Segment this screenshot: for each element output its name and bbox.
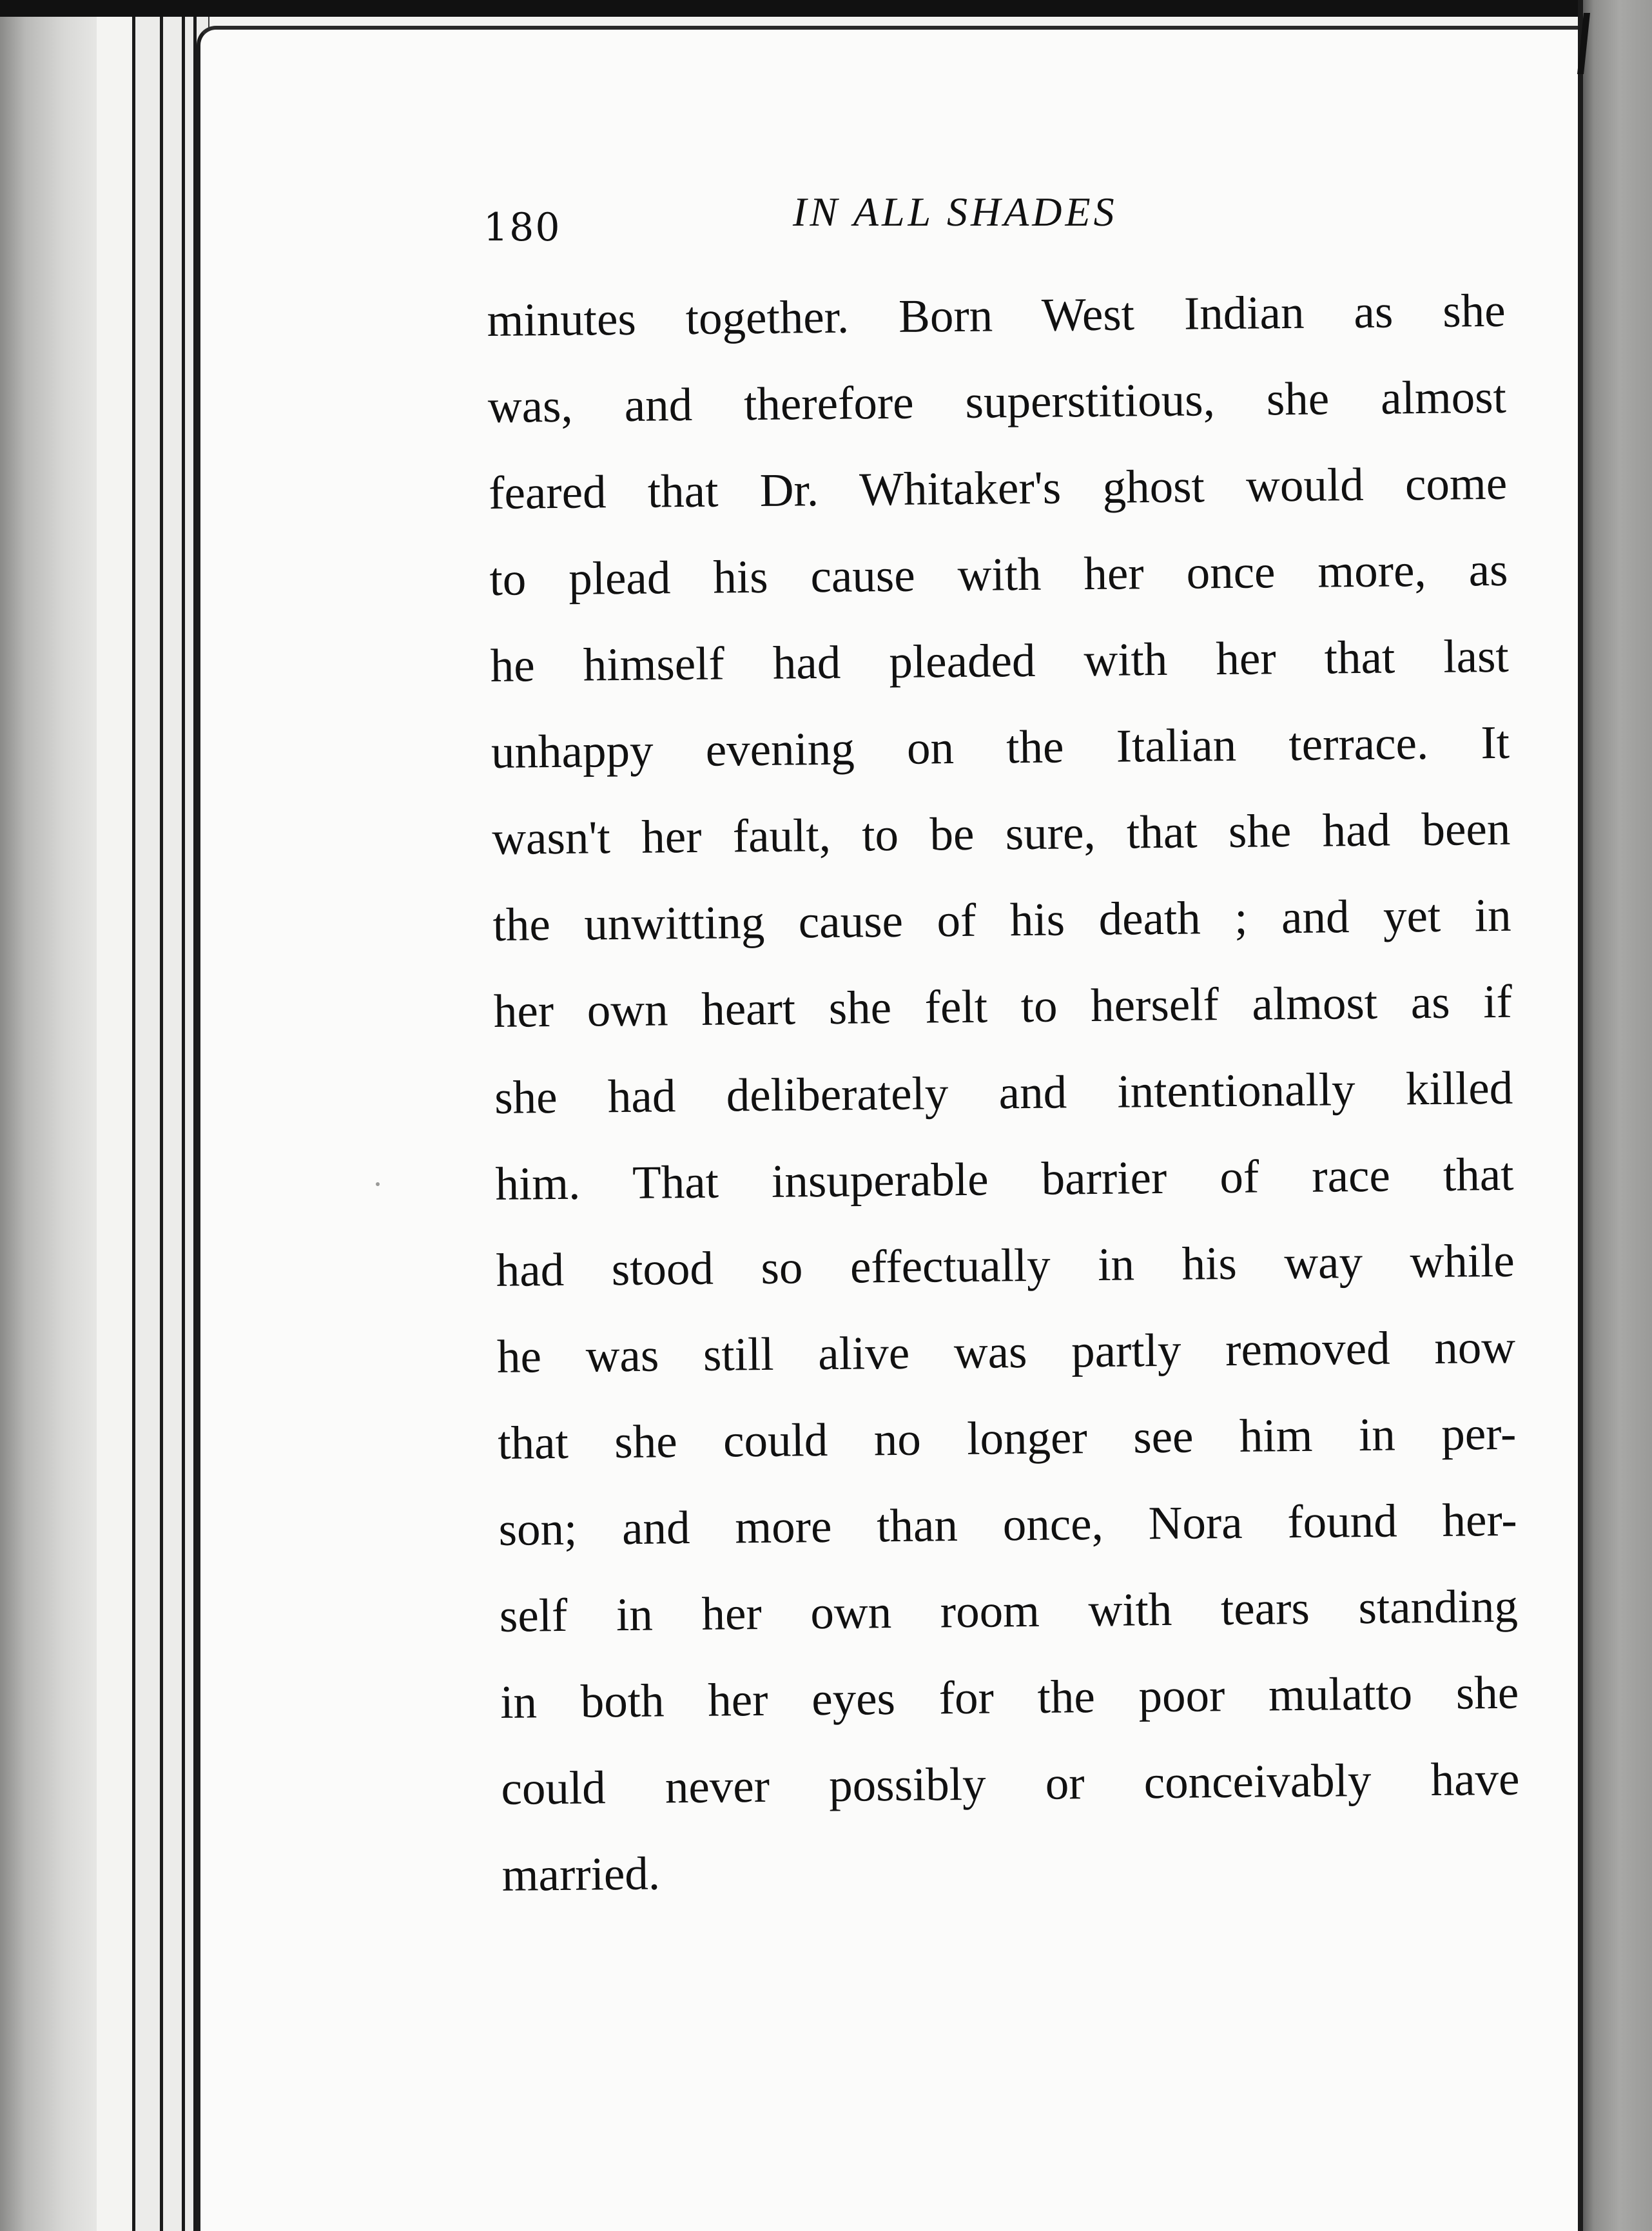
text-line: had stood so effectually in his way while	[496, 1234, 1515, 1296]
text-line: self in her own room with tears standing	[499, 1579, 1519, 1642]
text-line: the unwitting cause of his death ; and yet in	[492, 888, 1511, 951]
text-line: wasn't her fault, to be sure, that she had been	[491, 802, 1511, 864]
stray-mark	[376, 1182, 380, 1186]
text-line: that she could no longer see him in per-	[497, 1407, 1517, 1469]
text-line: unhappy evening on the Italian terrace. It	[491, 716, 1510, 778]
text-line: he was still alive was partly removed now	[496, 1320, 1516, 1383]
text-line: to plead his cause with her once more, as	[489, 543, 1508, 605]
text-line: feared that Dr. Whitaker's ghost would come	[488, 456, 1508, 519]
page-edge	[132, 17, 162, 2231]
text-line: married.	[501, 1847, 661, 1901]
text-line: he himself had pleaded with her that last	[490, 629, 1510, 692]
text-line: in both her eyes for the poor mulatto she	[500, 1666, 1519, 1728]
scan-top-edge	[0, 0, 1652, 17]
book-binding-shadow	[0, 17, 97, 2231]
text-line: could never possibly or conceivably have	[501, 1752, 1520, 1815]
text-line: him. That insuperable barrier of race that	[495, 1147, 1514, 1210]
running-title: IN ALL SHADES	[793, 189, 1118, 235]
page-number: 180	[483, 205, 561, 250]
text-line: minutes together. Born West Indian as she	[487, 284, 1506, 346]
text-line: son; and more than once, Nora found her-	[498, 1493, 1517, 1555]
body-text	[487, 268, 1521, 1918]
text-line: was, and therefore superstitious, she almost	[487, 370, 1507, 433]
text-line: she had deliberately and intentionally killed	[494, 1061, 1513, 1124]
page-right-edge	[1578, 0, 1583, 2231]
page-edge	[160, 17, 184, 2231]
scan-right-gutter	[1581, 0, 1652, 2231]
text-line: her own heart she felt to herself almost as if	[493, 975, 1513, 1037]
